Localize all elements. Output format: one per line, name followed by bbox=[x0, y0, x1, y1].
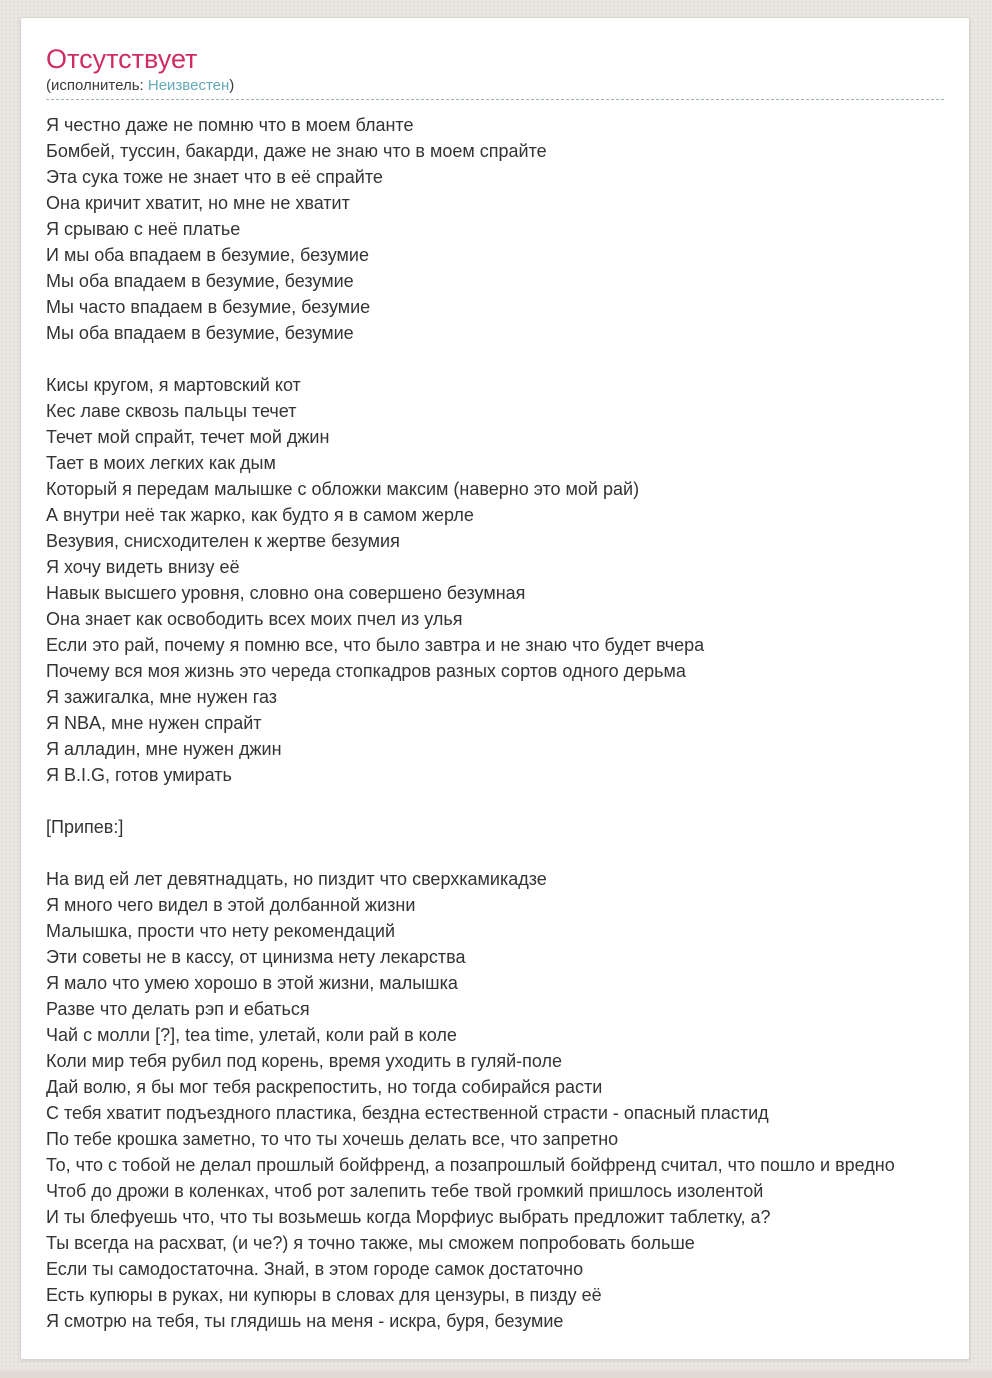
lyric-line: И ты блефуешь что, что ты возьмешь когда Морфиус выбрать предложит таблетку, а? bbox=[46, 1207, 771, 1227]
lyric-line: Я честно даже не помню что в моем бланте bbox=[46, 115, 414, 135]
lyric-line: Почему вся моя жизнь это череда стопкадров разных сортов одного дерьма bbox=[46, 661, 686, 681]
lyric-line: Если ты самодостаточна. Знай, в этом городе самок достаточно bbox=[46, 1259, 584, 1279]
lyric-blank-line bbox=[46, 840, 944, 866]
song-title: Отсутствует bbox=[46, 44, 198, 74]
lyric-line: А внутри неё так жарко, как будто я в самом жерле bbox=[46, 505, 474, 525]
lyric-line: По тебе крошка заметно, то что ты хочешь делать все, что запретно bbox=[46, 1129, 619, 1149]
lyric-line: Кес лаве сквозь пальцы течет bbox=[46, 401, 297, 421]
lyric-line: Чай с молли [?], tea time, улетай, коли рай в коле bbox=[46, 1025, 457, 1045]
lyric-line: Я хочу видеть внизу её bbox=[46, 557, 240, 577]
lyric-line: Эта сука тоже не знает что в её спрайте bbox=[46, 167, 383, 187]
lyric-line: Малышка, прости что нету рекомендаций bbox=[46, 921, 396, 941]
lyric-line: Везувия, снисходителен к жертве безумия bbox=[46, 531, 400, 551]
artist-label-open: (исполнитель: bbox=[46, 77, 148, 94]
lyric-line: Течет мой спрайт, течет мой джин bbox=[46, 427, 330, 447]
lyric-line: Я алладин, мне нужен джин bbox=[46, 739, 282, 759]
lyric-line: Коли мир тебя рубил под корень, время уходить в гуляй-поле bbox=[46, 1051, 562, 1071]
lyric-line: [Припев:] bbox=[46, 817, 124, 837]
lyric-line: Я много чего видел в этой долбанной жизни bbox=[46, 895, 416, 915]
lyric-line: Я смотрю на тебя, ты глядишь на меня - искра, буря, безумие bbox=[46, 1311, 564, 1331]
lyrics-card bbox=[20, 17, 970, 1360]
artist-line bbox=[46, 77, 944, 94]
lyric-line: Мы часто впадаем в безумие, безумие bbox=[46, 297, 371, 317]
lyric-line: Я зажигалка, мне нужен газ bbox=[46, 687, 278, 707]
lyric-line: Навык высшего уровня, словно она совершено безумная bbox=[46, 583, 526, 603]
lyric-line: Кисы кругом, я мартовский кот bbox=[46, 375, 301, 395]
lyrics-text bbox=[46, 112, 944, 1334]
artist-link[interactable]: Неизвестен bbox=[147, 77, 230, 94]
lyric-line: Разве что делать рэп и ебаться bbox=[46, 999, 310, 1019]
lyric-line: Она знает как освободить всех моих пчел из улья bbox=[46, 609, 463, 629]
lyric-line: Я мало что умею хорошо в этой жизни, малышка bbox=[46, 973, 458, 993]
lyric-line: На вид ей лет девятнадцать, но пиздит что сверхкамикадзе bbox=[46, 869, 547, 889]
lyric-line: Есть купюры в руках, ни купюры в словах для цензуры, в пизду её bbox=[46, 1285, 602, 1305]
footer-strip bbox=[0, 1371, 992, 1378]
lyric-line: Если это рай, почему я помню все, что было завтра и не знаю что будет вчера bbox=[46, 635, 705, 655]
lyric-line: И мы оба впадаем в безумие, безумие bbox=[46, 245, 369, 265]
lyric-line: Тает в моих легких как дым bbox=[46, 453, 276, 473]
lyric-line: С тебя хватит подъездного пластика, бездна естественной страсти - опасный пластид bbox=[46, 1103, 769, 1123]
lyric-line: Дай волю, я бы мог тебя раскрепостить, но тогда собирайся расти bbox=[46, 1077, 603, 1097]
lyric-line: Я B.I.G, готов умирать bbox=[46, 765, 232, 785]
lyric-line: То, что с тобой не делал прошлый бойфренд, а позапрошлый бойфренд считал, что пошло и вредно bbox=[46, 1155, 895, 1175]
lyric-line: Эти советы не в кассу, от цинизма нету лекарства bbox=[46, 947, 466, 967]
lyric-blank-line bbox=[46, 346, 944, 372]
lyric-line: Она кричит хватит, но мне не хватит bbox=[46, 193, 350, 213]
lyric-blank-line bbox=[46, 788, 944, 814]
lyric-line: Мы оба впадаем в безумие, безумие bbox=[46, 271, 354, 291]
lyric-line: Который я передам малышке с обложки максим (наверно это мой рай) bbox=[46, 479, 640, 499]
lyric-line: Я срываю с неё платье bbox=[46, 219, 241, 239]
lyric-line: Я NBA, мне нужен спрайт bbox=[46, 713, 262, 733]
lyric-line: Ты всегда на расхват, (и че?) я точно также, мы сможем попробовать больше bbox=[46, 1233, 695, 1253]
lyric-line: Чтоб до дрожи в коленках, чтоб рот залепить тебе твой громкий пришлось изолентой bbox=[46, 1181, 764, 1201]
artist-label-close: ) bbox=[229, 77, 235, 94]
song-header bbox=[46, 44, 944, 100]
lyric-line: Мы оба впадаем в безумие, безумие bbox=[46, 323, 354, 343]
lyric-line: Бомбей, туссин, бакарди, даже не знаю что в моем спрайте bbox=[46, 141, 547, 161]
